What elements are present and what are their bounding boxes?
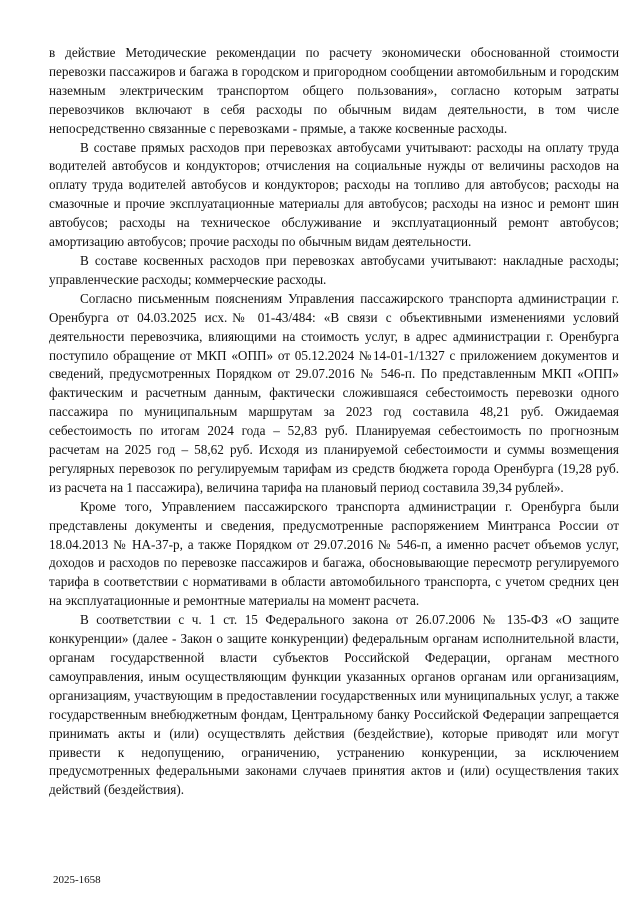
paragraph-continuation: в действие Методические рекомендации по расчету экономически обоснованной стоимости перевозки пассажиров и багажа в городском и пригородном сообщении автомобильным и городским наземным электрическим транспортом общего пользования», согласно которым затраты перевозчиков включают в себя расходы по обычным видам деятельности, в том числе непосредственно связанные с перевозками - прямые, а также косвенные расходы. bbox=[49, 45, 619, 136]
document-body bbox=[49, 44, 619, 800]
paragraph-submitted-documents: Кроме того, Управлением пассажирского транспорта администрации г. Оренбурга были представлены документы и сведения, предусмотренные распоряжением Минтранса России от 18.04.2013 № НА-37-р, а также Порядком от 29.07.2016 № 546-п, а именно расчет объемов услуг, доходов и расходов по перевозке пассажиров и багажа, обосновывающие пересмотр регулируемого тарифа в соответствии с нормативами в области автомобильного транспорта, с учетом средних цен на эксплуатационные и ремонтные материалы на момент расчета. bbox=[49, 498, 619, 609]
paragraph-competition-law: В соответствии с ч. 1 ст. 15 Федерального закона от 26.07.2006 № 135-ФЗ «О защите конкуренции» (далее - Закон о защите конкуренции) федеральным органам исполнительной власти, органам государственной власти субъектов Российской Федерации, органам местного самоуправления, иным осуществляющим функции указанных органов органам или организациям, организациям, участвующим в предоставлении государственных или муниципальных услуг, а также государственным внебюджетным фондам, Центральному банку Российской Федерации запрещается принимать акты и (или) осуществлять действия (бездействие), которые приводят или могут привести к недопущению, ограничению, устранению конкуренции, за исключением предусмотренных федеральными законами случаев принятия актов и (или) осуществления таких действий (бездействия). bbox=[49, 612, 619, 798]
paragraph-indirect-costs: В составе косвенных расходов при перевозках автобусами учитывают: накладные расходы; управленческие расходы; коммерческие расходы. bbox=[49, 252, 619, 287]
paragraph-written-explanations: Согласно письменным пояснениям Управления пассажирского транспорта администрации г. Оренбурга от 04.03.2025 исх.№ 01-43/484: «В связи с объективными изменениями условий деятельности перевозчика, влияющими на стоимость услуг, в адрес администрации г. Оренбурга поступило обращение от МКП «ОПП» от 05.12.2024 №14-01-1/1327 с приложением документов и сведений, предусмотренных Порядком от 29.07.2016 № 546-п. По представленным МКП «ОПП» фактическим и расчетным данным, фактически сложившаяся себестоимость перевозки одного пассажира по муниципальным маршрутам за 2023 год составила 48,21 руб. Ожидаемая себестоимость по итогам 2024 года – 52,83 руб. Планируемая себестоимость по прогнозным расчетам на 2025 год – 58,62 руб. Исходя из планируемой себестоимости и суммы возмещения регулярных перевозок по регулируемым тарифам из средств бюджета города Оренбурга (19,28 руб. из расчета на 1 пассажира), величина тарифа на плановый период составила 39,34 рублей». bbox=[49, 290, 619, 495]
document-number-footer: 2025-1658 bbox=[53, 874, 101, 886]
paragraph-direct-costs: В составе прямых расходов при перевозках автобусами учитывают: расходы на оплату труда водителей автобусов и кондукторов; отчисления на социальные нужды от величины расходов на оплату труда водителей автобусов и кондукторов; расходы на топливо для автобусов; расходы на смазочные и прочие эксплуатационные материалы для автобусов; расходы на износ и ремонт шин автобусов; расходы на техническое обслуживание и эксплуатационный ремонт автобусов; амортизацию автобусов; прочие расходы по обычным видам деятельности. bbox=[49, 139, 619, 250]
